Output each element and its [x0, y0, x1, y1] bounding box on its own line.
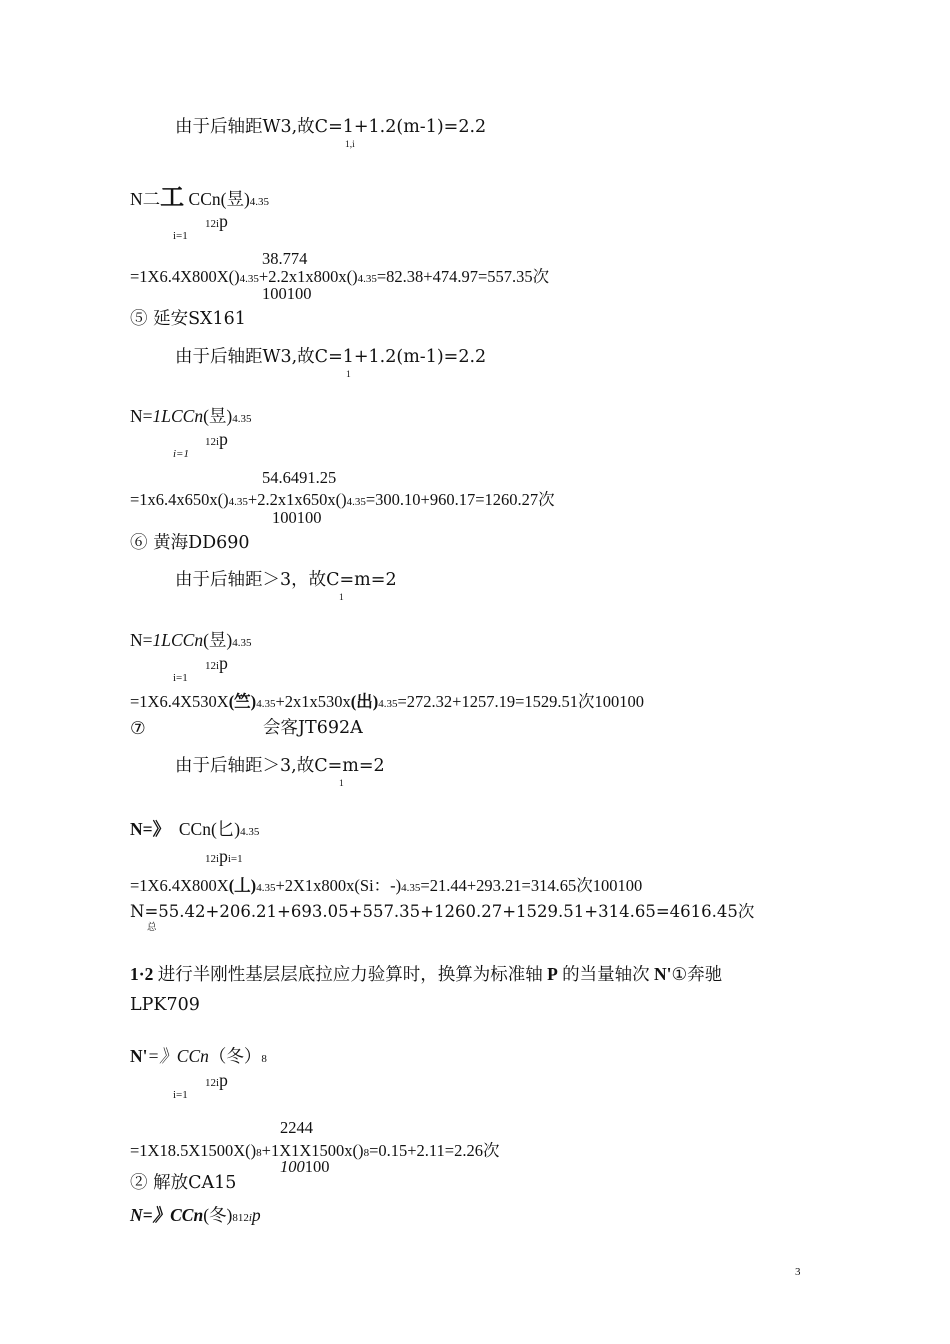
subscript-1: 1	[346, 370, 351, 380]
denominator-text: 100100	[262, 284, 312, 303]
total-line: N=55.42+206.21+693.05+557.35+1260.27+1529.51+314.65=4616.45次	[130, 902, 755, 921]
axle-condition-line: 由于后轴距＞3,故C=m=2	[175, 756, 385, 776]
numerator-text: 38.774	[262, 249, 308, 268]
item-heading: ⑥ 黄海DD690	[130, 533, 250, 553]
subscript-1: 1	[339, 779, 344, 789]
formula-index: i=1	[173, 672, 188, 684]
formula-n-sum: N=》CCn(冬)812ip	[130, 1205, 261, 1225]
formula-n-sum: N'=》CCn（冬）8	[130, 1046, 267, 1066]
calculation-line: =1X6.4X800X()4.35+2.2x1x800x()4.35=82.38+474.97=557.35次	[130, 267, 550, 286]
denominator-text: 100100	[280, 1157, 330, 1176]
formula-sub-12ip: 12ipi=1	[205, 846, 243, 866]
numerator-text: 54.6491.25	[262, 468, 337, 487]
item-heading: ⑤ 延安SX161	[130, 309, 246, 329]
axle-condition-line: 由于后轴距W3,故C=1+1.2(m-1)=2.2	[175, 117, 487, 137]
calculation-line: =1x6.4x650x()4.35+2.2x1x650x()4.35=300.10+960.17=1260.27次	[130, 490, 555, 509]
subscript-1: 1	[339, 593, 344, 603]
axle-condition-line: 由于后轴距＞3，故C=m=2	[175, 570, 397, 590]
section-heading: 1·2 进行半刚性基层层底拉应力验算时，换算为标准轴 P 的当量轴次 N'①奔驰	[130, 964, 723, 984]
formula-n-sum: N二工 CCn(昱)4.35	[130, 185, 270, 211]
vehicle-model: LPK709	[130, 995, 200, 1015]
item-number: ⑦	[130, 718, 146, 738]
calculation-line: =1X6.4X530X(竺)4.35+2x1x530x(出)4.35=272.32+1257.19=1529.51次100100	[130, 692, 645, 711]
formula-index: i=1	[173, 448, 189, 460]
formula-n-sum: N=1LCCn(昱)4.35	[130, 630, 252, 650]
numerator-text: 2244	[280, 1118, 313, 1137]
axle-condition-line: 由于后轴距W3,故C=1+1.2(m-1)=2.2	[175, 347, 487, 367]
formula-sub-12ip: 12ip	[205, 653, 228, 673]
formula-sub-12ip: 12ip	[205, 429, 228, 449]
item-heading: 会客JT692A	[263, 718, 363, 738]
formula-index: i=1	[173, 230, 188, 242]
calculation-line: =1X18.5X1500X()8+1X1X1500x()8=0.15+2.11=2.26次	[130, 1141, 500, 1160]
subscript-total: 总	[147, 923, 157, 933]
formula-sub-12ip: 12ip	[205, 1070, 228, 1090]
formula-n-sum: N=》 CCn(匕)4.35	[130, 819, 260, 839]
formula-index: i=1	[173, 1089, 188, 1101]
denominator-text: 100100	[272, 508, 322, 527]
page-number: 3	[795, 1266, 801, 1278]
item-heading: ② 解放CA15	[130, 1173, 237, 1193]
calculation-line: =1X6.4X800X(丄)4.35+2X1x800x(Si：-)4.35=21.44+293.21=314.65次100100	[130, 876, 643, 895]
formula-n-sum: N=1LCCn(昱)4.35	[130, 406, 252, 426]
subscript-1i: 1,i	[345, 140, 355, 150]
formula-sub-12ip: 12ip	[205, 211, 228, 231]
